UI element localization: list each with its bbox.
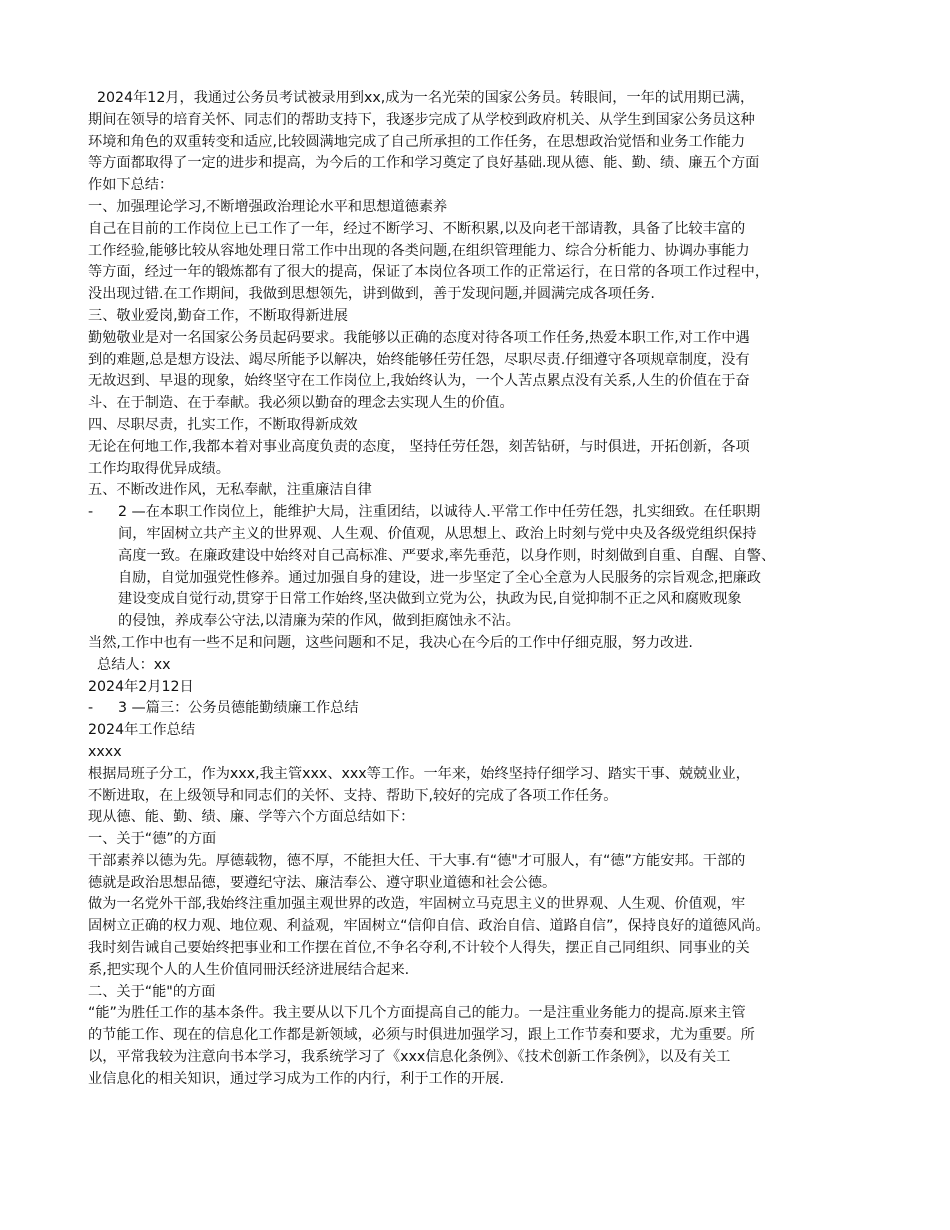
section-heading: 四、尽职尽责，扎实工作，不断取得新成效	[88, 416, 358, 433]
text-line: 勤勉敬业是对一名国家公务员起码要求。我能够以正确的态度对待各项工作任务,热爱本职工作,对工作中遇	[88, 329, 750, 346]
text-line: 无论在何地工作,我都本着对事业高度负责的态度， 坚持任劳任怨，刻苦钻研，与时俱进，开拓创新，各项	[88, 438, 750, 455]
section-heading: 五、不断改进作风，无私奉献，注重廉洁自律	[88, 482, 372, 499]
text-line: 没出现过错.在工作期间，我做到思想领先，讲到做到，善于发现问题,并圆满完成各项任务.	[88, 286, 655, 303]
text-line: 建设变成自觉行动,贯穿于日常工作始终,坚决做到立党为公，执政为民,自觉抑制不正之风和腐败现象	[118, 591, 742, 608]
text-line: 到的难题,总是想方设法、竭尽所能予以解决，始终能够任劳任怨，尽职尽责.仔细遵守各项规章制度，没有	[88, 351, 750, 368]
text-line: 业信息化的相关知识，通过学习成为工作的内行，利于工作的开展.	[88, 1070, 504, 1087]
text-line: 等方面都取得了一定的进步和提高，为今后的工作和学习奠定了良好基础.现从德、能、勤、绩、廉五个方面	[88, 155, 760, 172]
text-line: 间，牢固树立共产主义的世界观、人生观、价值观，从思想上、政治上时刻与党中央及各级党组织保持	[118, 525, 757, 542]
text-line: 做为一名党外干部,我始终注重加强主观世界的改造，牢固树立马克思主义的世界观、人生观、价值观，牢	[88, 896, 746, 913]
list-marker: -	[88, 700, 94, 717]
section-heading: 一、加强理论学习,不断增强政治理论水平和思想道德素养	[88, 198, 448, 215]
text-line: 系,把实现个人的人生价值同冊沃经济进展结合起来.	[88, 961, 410, 978]
section-heading: 二、关于“能"的方面	[88, 983, 216, 1000]
text-line: 当然,工作中也有一些不足和问题，这些问题和不足，我决心在今后的工作中仔细克服，努力改进.	[88, 634, 693, 651]
text-line: 3 —篇三：公务员德能勤绩廉工作总结	[118, 700, 359, 717]
text-line: 环境和角色的双重转变和适应,比较圆满地完成了自己所承担的工作任务，在思想政治觉悟和业务工作能力	[88, 133, 746, 150]
text-line: 2024年12月，我通过公务员考试被录用到xx,成为一名光荣的国家公务员。转眼间，一年的试用期已满，	[97, 90, 755, 106]
text-line: 我时刻告诫自己要始终把事业和工作摆在首位,不争名夺利,不计较个人得失，摆正自己同组织、同事业的关	[88, 940, 750, 957]
text-line: 期间在领导的培育关怀、同志们的帮助支持下，我逐步完成了从学校到政府机关、从学生到国家公务员这种	[88, 111, 755, 128]
text-line: 工作均取得优异成绩。	[88, 460, 230, 477]
text-line: 等方面，经过一年的锻炼都有了很大的提高，保证了本岗位各项工作的正常运行，在日常的各项工作过程中，	[88, 264, 770, 281]
text-line: 高度一致。在廉政建设中始终对自己高标准、严要求,率先垂范，以身作则，时刻做到自重、自醒、自警、	[118, 547, 776, 564]
text-line: 自己在目前的工作岗位上已工作了一年，经过不断学习、不断积累,以及向老干部请教，具备了比较丰富的	[88, 220, 746, 237]
text-line: 以，平常我较为注意向书本学习，我系统学习了《xxx信息化条例》、《技术创新工作条例》，以及有关工	[88, 1049, 731, 1066]
text-line: 无故迟到、早退的现象，始终坚守在工作岗位上,我始终认为，一个人苦点累点没有关系,人生的价值在于奋	[88, 373, 750, 390]
text-line: 不断进取，在上级领导和同志们的关怀、支持、帮助下,较好的完成了各项工作任务。	[88, 787, 618, 804]
date-line: 2024年2月12日	[88, 678, 194, 695]
text-line: 的侵蚀，养成奉公守法,以清廉为荣的作风，做到拒腐蚀永不沾。	[118, 613, 520, 630]
list-item	[88, 698, 868, 720]
text-line: xxxx	[88, 743, 122, 760]
list-marker: -	[88, 504, 94, 521]
text-line: 2 —在本职工作岗位上，能维护大局，注重团结，以诚待人.平常工作中任劳任怨，扎实细致。在任职期	[118, 504, 761, 521]
list-item	[88, 502, 868, 524]
section-heading: 一、关于“德”的方面	[88, 831, 217, 848]
signature-line: 总结人：xx	[97, 656, 171, 673]
text-line: 固树立正确的权力观、地位观、利益观，牢固树立“信仰自信、政治自信、道路自信”，保持良好的道德风尚。	[88, 918, 770, 935]
text-line: 自励，自觉加强党性修养。通过加强自身的建设，进一步坚定了全心全意为人民服务的宗旨观念,把廉政	[118, 569, 761, 586]
text-line: 德就是政治思想品德，要遵纪守法、廉洁奉公、遵守职业道德和社会公德。	[88, 874, 557, 891]
text-line: 工作经验,能够比较从容地处理日常工作中出现的各类问题,在组织管理能力、综合分析能力、协调办事能力	[88, 242, 750, 259]
text-line: “能”为胜任工作的基本条件。我主要从以下几个方面提高自己的能力。一是注重业务能力的提高.原来主管	[88, 1005, 746, 1022]
text-line: 斗、在于制造、在于奉献。我必须以勤奋的理念去实现人生的价值。	[88, 395, 514, 412]
text-line: 根据局班子分工，作为xxx,我主管xxx、xxx等工作。一年来，始终坚持仔细学习、踏实干事、兢兢业业，	[88, 765, 750, 782]
text-line: 干部素养以德为先。厚德载物，德不厚，不能担大任、干大事.有“德"才可服人，有“德”方能安邦。干部的	[88, 852, 746, 869]
text-line: 的节能工作、现在的信息化工作都是新领域，必须与时俱进加强学习，跟上工作节奏和要求，尤为重要。所	[88, 1027, 755, 1044]
section-heading: 三、敬业爱岗,勤奋工作，不断取得新进展	[88, 307, 348, 324]
document-title: 2024年工作总结	[88, 722, 196, 739]
text-line: 作如下总结：	[88, 177, 174, 194]
text-line: 现从德、能、勤、绩、廉、学等六个方面总结如下：	[88, 809, 415, 826]
document-body	[88, 88, 868, 1091]
